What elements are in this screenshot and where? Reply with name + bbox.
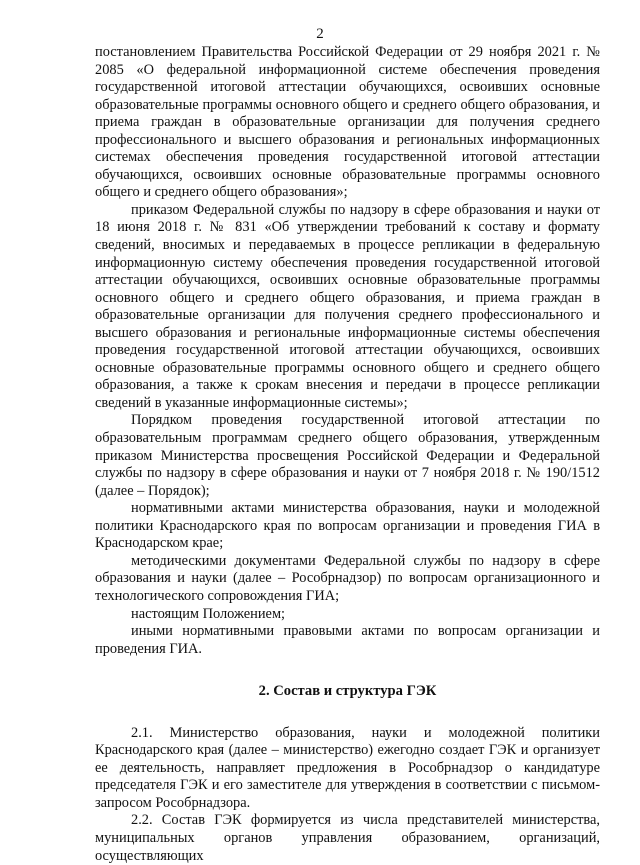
paragraph-procedure: Порядком проведения государственной итоговой аттестации по образовательным программам среднего общего образования, утвержденным приказом Министерства просвещения Российской Федерации и Федеральной службы по надзору в сфере образования и науки от 7 ноября 2018 г. № 190/1512 (далее – Порядок); xyxy=(95,412,600,499)
paragraph-2-2: 2.2. Состав ГЭК формируется из числа представителей министерства, муниципальных органов управления образованием, организаций, осуществляющих xyxy=(95,812,600,864)
paragraph-this-regulation: настоящим Положением; xyxy=(131,605,286,622)
paragraph-other-acts: иными нормативными правовыми актами по вопросам организации и проведения ГИА. xyxy=(95,623,600,657)
paragraph-2-1: 2.1. Министерство образования, науки и молодежной политики Краснодарского края (далее – министерство) ежегодно создает ГЭК и организует ее деятельность, направляет предложения в Рособрнадзор о кандидатуре председателя ГЭК и его заместителе для утверждения в соответствии с письмом-запросом Рособрнадзора. xyxy=(95,724,600,811)
paragraph-resolution-2085: постановлением Правительства Российской Федерации от 29 ноября 2021 г. № 2085 «О федеральной информационной системе обеспечения проведения государственной итоговой аттестации обучающихся, освоивших основные образовательные программы основного общего и среднего общего образования, и приема граждан в образовательные организации для получения среднего профессионального и высшего образования и региональных информационных системах обеспечения проведения государственной итоговой аттестации обучающихся, освоивших основные образовательные программы основного общего и среднего общего образования»; xyxy=(95,44,600,201)
section-heading: 2. Состав и структура ГЭК xyxy=(258,683,437,700)
paragraph-methodical-docs: методическими документами Федеральной службы по надзору в сфере образования и науки (далее – Рособрнадзор) по вопросам организационного и технологического сопровождения ГИА; xyxy=(95,552,600,604)
paragraph-order-831: приказом Федеральной службы по надзору в сфере образования и науки от 18 июня 2018 г. № 831 «Об утверждении требований к составу и формату сведений, вносимых и передаваемых в процессе репликации в федеральную информационную систему обеспечения проведения государственной итоговой аттестации обучающихся, освоивших основные образовательные программы основного общего и среднего общего образования, и приема граждан в образовательные организации для получения среднего профессионального и высшего образования и региональные информационные системы обеспечения проведения государственной итоговой аттестации обучающихся, освоивших основные образовательные программы основного общего и среднего общего образования, а также к срокам внесения и передачи в процессе репликации сведений в указанные информационные системы»; xyxy=(95,201,600,411)
paragraph-regional-acts: нормативными актами министерства образования, науки и молодежной политики Краснодарского края по вопросам организации и проведения ГИА в Краснодарском крае; xyxy=(95,500,600,552)
document-body xyxy=(95,44,600,865)
page-number: 2 xyxy=(316,26,324,42)
